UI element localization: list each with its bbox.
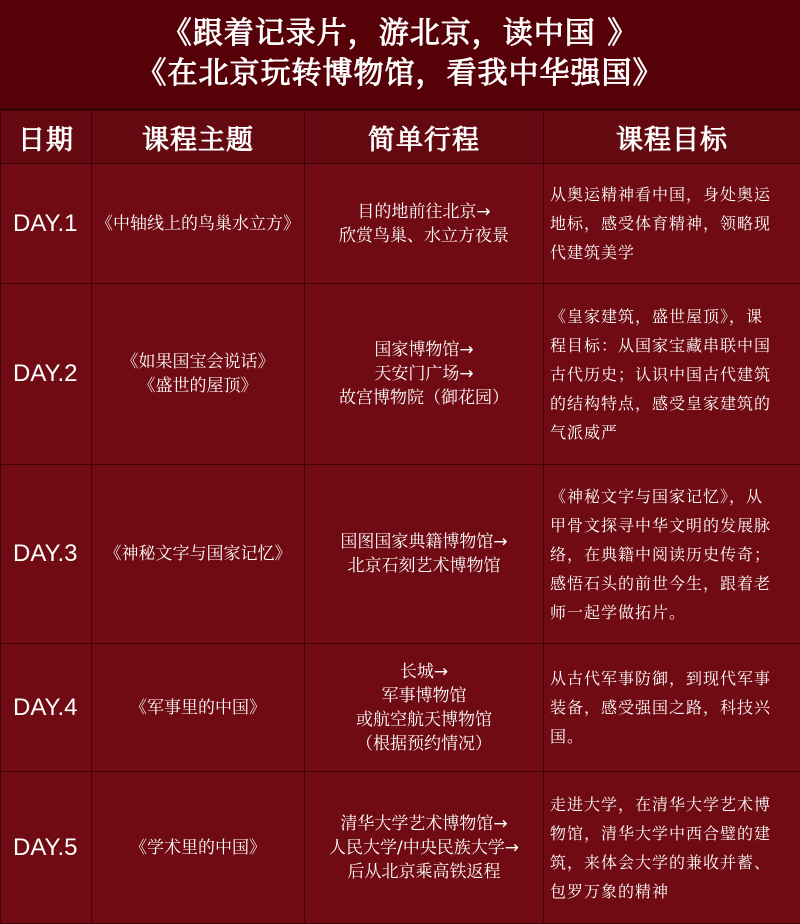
theme-line: 《军事里的中国》 [130, 697, 266, 718]
route-line: 后从北京乘高铁返程 [347, 861, 501, 882]
header-date: 日期 [1, 111, 92, 164]
theme-cell [92, 284, 305, 465]
header-route: 简单行程 [305, 111, 544, 164]
goal-line: 筑，来体会大学的兼收并蓄、 [550, 852, 772, 872]
route-cell [305, 284, 544, 465]
theme-line: 《如果国宝会说话》 [121, 352, 275, 372]
goal-line: 国。 [550, 727, 585, 746]
theme-cell [92, 772, 305, 924]
goal-line: 装备，感受强国之路，科技兴 [550, 698, 772, 717]
goal-line: 程目标：从国家宝藏串联中国 [550, 335, 772, 355]
title-line-1: 《跟着记录片，游北京，读中国 》 [161, 16, 639, 51]
header-goal: 课程目标 [544, 111, 800, 164]
day-cell: DAY.3 [1, 465, 92, 644]
goal-line: 地标，感受体育精神，领略现 [550, 214, 772, 233]
goal-line: 古代历史；认识中国古代建筑 [550, 364, 772, 384]
route-line: 目的地前往北京→ [357, 201, 491, 222]
route-line: 国图国家典籍博物馆→ [340, 532, 508, 552]
goal-cell [544, 772, 800, 924]
day-cell: DAY.2 [1, 284, 92, 465]
title-block [0, 0, 800, 110]
route-line: 故宫博物院（御花园） [339, 388, 509, 408]
schedule-table [0, 110, 800, 924]
theme-cell [92, 465, 305, 644]
goal-line: 代建筑美学 [550, 243, 636, 262]
goal-line: 走进大学，在清华大学艺术博 [550, 794, 772, 814]
route-line: （根据预约情况） [356, 733, 492, 754]
theme-line: 《中轴线上的鸟巢水立方》 [96, 213, 300, 234]
theme-cell [92, 164, 305, 284]
route-line: 人民大学/中央民族大学→ [329, 837, 519, 858]
goal-cell [544, 164, 800, 284]
goal-line: 师一起学做拓片。 [550, 602, 687, 622]
title-line-2: 《在北京玩转博物馆，看我中华强国》 [136, 56, 664, 91]
theme-line: 《神秘文字与国家记忆》 [104, 544, 292, 564]
goal-cell [544, 284, 800, 465]
header-row [1, 111, 800, 164]
goal-cell [544, 465, 800, 644]
route-cell [305, 772, 544, 924]
day-cell: DAY.5 [1, 772, 92, 924]
route-line: 清华大学艺术博物馆→ [340, 813, 508, 834]
route-line: 北京石刻艺术博物馆 [347, 556, 501, 576]
goal-line: 包罗万象的精神 [550, 881, 670, 901]
table-row [1, 164, 800, 284]
route-cell [305, 644, 544, 772]
theme-line: 《学术里的中国》 [130, 837, 266, 858]
table-row [1, 644, 800, 772]
goal-line: 《皇家建筑，盛世屋顶》，课 [550, 306, 764, 326]
theme-line: 《盛世的屋顶》 [138, 376, 258, 396]
goal-line: 从奥运精神看中国，身处奥运 [550, 185, 772, 204]
route-line: 国家博物馆→ [374, 340, 474, 360]
goal-line: 气派威严 [550, 422, 619, 442]
table-row [1, 772, 800, 924]
goal-line: 《神秘文字与国家记忆》，从 [550, 486, 764, 506]
goal-line: 甲骨文探寻中华文明的发展脉 [550, 515, 772, 535]
day-cell: DAY.1 [1, 164, 92, 284]
goal-line: 的结构特点，感受皇家建筑的 [550, 393, 772, 413]
route-cell [305, 164, 544, 284]
header-theme: 课程主题 [92, 111, 305, 164]
theme-cell [92, 644, 305, 772]
route-line: 或航空航天博物馆 [356, 709, 492, 730]
route-cell [305, 465, 544, 644]
table-row [1, 284, 800, 465]
day-cell: DAY.4 [1, 644, 92, 772]
goal-line: 物馆，清华大学中西合璧的建 [550, 823, 772, 843]
route-line: 长城→ [399, 661, 449, 682]
route-line: 天安门广场→ [374, 364, 474, 384]
goal-line: 络，在典籍中阅读历史传奇； [550, 544, 772, 564]
route-line: 军事博物馆 [381, 685, 467, 706]
goal-line: 感悟石头的前世今生，跟着老 [550, 573, 772, 593]
goal-cell [544, 644, 800, 772]
goal-line: 从古代军事防御，到现代军事 [550, 669, 772, 688]
route-line: 欣赏鸟巢、水立方夜景 [339, 225, 509, 246]
table-row [1, 465, 800, 644]
